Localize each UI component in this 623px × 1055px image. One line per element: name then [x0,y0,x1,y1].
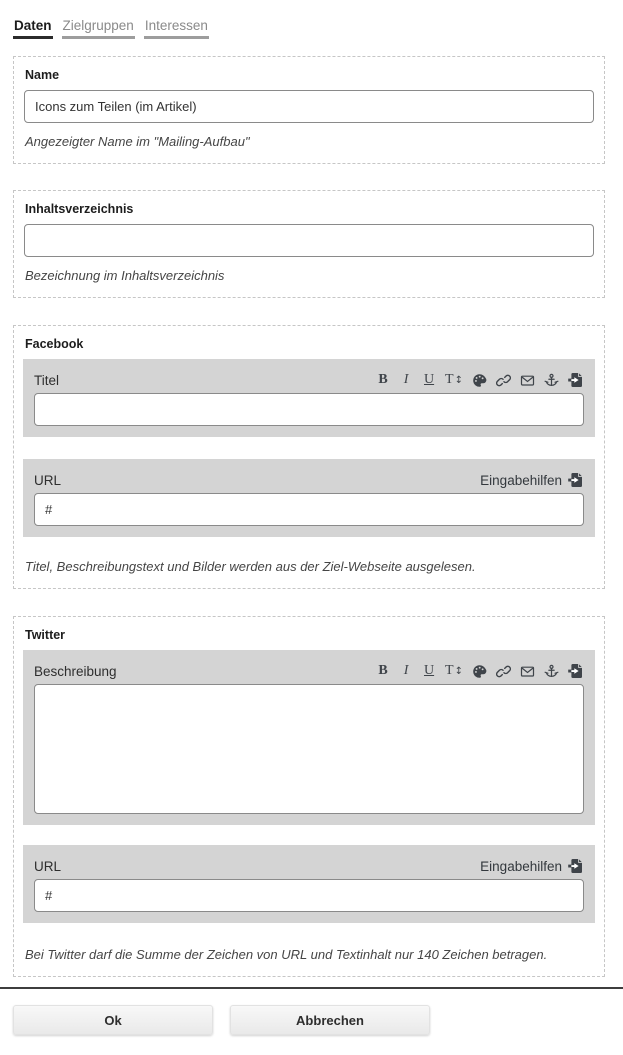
facebook-url-panel [23,459,595,537]
tab-interessen[interactable]: Interessen [144,18,209,39]
italic-icon[interactable]: I [403,372,409,387]
facebook-eingabehilfen-button[interactable] [480,472,584,488]
toc-hint: Bezeichnung im Inhaltsverzeichnis [25,268,225,283]
font-size-icon[interactable]: T ↕ [445,372,463,387]
section-twitter [13,616,605,977]
underline-icon[interactable]: U [423,663,435,678]
twitter-description-panel [23,650,595,825]
text-color-palette-icon[interactable] [472,662,487,680]
twitter-url-input[interactable] [34,879,584,912]
name-input[interactable] [24,90,594,123]
twitter-url-label: URL [34,858,62,874]
name-label: Name [25,68,60,82]
name-hint: Angezeigter Name im "Mailing-Aufbau" [25,134,250,149]
eingabehilfen-label: Eingabehilfen [480,472,562,488]
input-helper-icon [568,858,584,874]
twitter-description-textarea[interactable] [34,684,584,814]
facebook-title-panel [23,359,595,437]
tab-daten[interactable]: Daten [13,18,53,39]
underline-icon[interactable]: U [423,372,435,387]
input-helper-icon[interactable] [568,662,584,680]
facebook-url-input[interactable] [34,493,584,526]
facebook-editor-toolbar [367,371,584,389]
tab-zielgruppen[interactable]: Zielgruppen [62,18,135,39]
twitter-editor-toolbar [367,662,584,680]
input-helper-icon[interactable] [568,371,584,389]
twitter-label: Twitter [25,628,66,642]
footer [0,989,623,1035]
anchor-icon[interactable] [544,662,559,680]
facebook-title-input[interactable] [34,393,584,426]
facebook-title-label: Titel [34,372,60,388]
email-icon[interactable] [520,662,535,680]
text-color-palette-icon[interactable] [472,371,487,389]
twitter-description-label: Beschreibung [34,663,117,679]
twitter-url-panel [23,845,595,923]
anchor-icon[interactable] [544,371,559,389]
twitter-hint: Bei Twitter darf die Summe der Zeichen von URL und Textinhalt nur 140 Zeichen betragen. [25,947,548,962]
link-icon[interactable] [496,371,511,389]
italic-icon[interactable]: I [403,663,409,678]
facebook-label: Facebook [25,337,84,351]
toc-input[interactable] [24,224,594,257]
twitter-eingabehilfen-button[interactable] [480,858,584,874]
cancel-button[interactable]: Abbrechen [230,1005,430,1035]
bold-icon[interactable]: B [378,663,388,678]
tab-bar [0,0,623,39]
email-icon[interactable] [520,371,535,389]
section-facebook [13,325,605,589]
facebook-url-label: URL [34,472,62,488]
section-name [13,56,605,164]
toc-label: Inhaltsverzeichnis [25,202,134,216]
section-inhaltsverzeichnis [13,190,605,298]
bold-icon[interactable]: B [378,372,388,387]
input-helper-icon [568,472,584,488]
link-icon[interactable] [496,662,511,680]
ok-button[interactable]: Ok [13,1005,213,1035]
facebook-hint: Titel, Beschreibungstext und Bilder werden aus der Ziel-Webseite ausgelesen. [25,559,476,574]
font-size-icon[interactable]: T ↕ [445,663,463,678]
eingabehilfen-label: Eingabehilfen [480,858,562,874]
